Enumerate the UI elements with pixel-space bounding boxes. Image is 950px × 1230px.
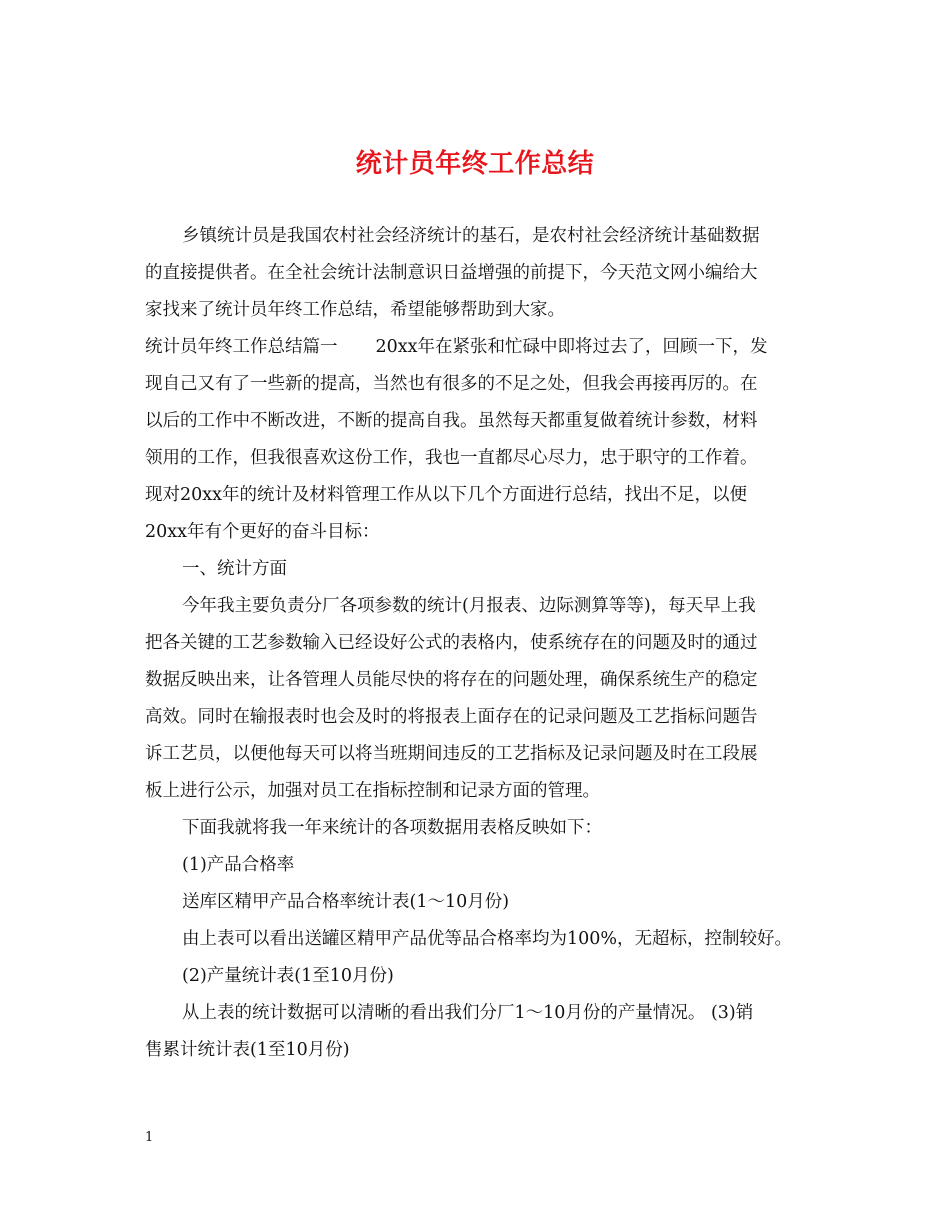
paragraph-line: 今年我主要负责分厂各项参数的统计(月报表、边际测算等等)，每天早上我 [182,596,756,616]
page-number: 1 [145,1130,154,1145]
page-title: 统计员年终工作总结 [355,149,595,179]
list-item: (2)产量统计表(1至10月份) [182,966,394,986]
paragraph-line: 从上表的统计数据可以清晰的看出我们分厂1～10月份的产量情况。 (3)销 [182,1003,754,1023]
paragraph-line: 家找来了统计员年终工作总结，希望能够帮助到大家。 [145,300,565,320]
section-heading-line [145,329,815,366]
paragraph-line: 高效。同时在输报表时也会及时的将报表上面存在的记录问题及工艺指标问题告 [145,707,758,727]
table-caption: 送库区精甲产品合格率统计表(1～10月份) [182,892,510,912]
paragraph-text: 20xx年在紧张和忙碌中即将过去了，回顾一下，发 [375,337,768,357]
paragraph-line: 现对20xx年的统计及材料管理工作从以下几个方面进行总结，找出不足，以便 [145,485,748,505]
paragraph-line: 现自己又有了一些新的提高，当然也有很多的不足之处，但我会再接再厉的。在 [145,374,758,394]
paragraph-line: 20xx年有个更好的奋斗目标： [145,522,380,542]
paragraph-line: 领用的工作，但我很喜欢这份工作，我也一直都尽心尽力，忠于职守的工作着。 [145,448,758,468]
paragraph-line: 乡镇统计员是我国农村社会经济统计的基石，是农村社会经济统计基础数据 [182,226,760,246]
subheading: 一、统计方面 [182,559,287,579]
section-heading: 统计员年终工作总结篇一 [145,337,338,357]
paragraph-line: 板上进行公示，加强对员工在指标控制和记录方面的管理。 [145,781,600,801]
paragraph-line: 把各关键的工艺参数输入已经设好公式的表格内，使系统存在的问题及时的通过 [145,633,758,653]
paragraph-line: 以后的工作中不断改进，不断的提高自我。虽然每天都重复做着统计参数，材料 [145,411,758,431]
paragraph-line: 下面我就将我一年来统计的各项数据用表格反映如下： [182,818,602,838]
paragraph-line: 数据反映出来，让各管理人员能尽快的将存在的问题处理，确保系统生产的稳定 [145,670,758,690]
paragraph-line: 售累计统计表(1至10月份) [145,1040,350,1060]
paragraph-line: 的直接提供者。在全社会统计法制意识日益增强的前提下，今天范文网小编给大 [145,263,758,283]
document-body [145,218,815,1069]
paragraph-line: 诉工艺员，以便他每天可以将当班期间违反的工艺指标及记录问题及时在工段展 [145,744,758,764]
paragraph-line: 由上表可以看出送罐区精甲产品优等品合格率均为100%，无超标，控制较好。 [182,929,793,949]
list-item: (1)产品合格率 [182,855,295,875]
